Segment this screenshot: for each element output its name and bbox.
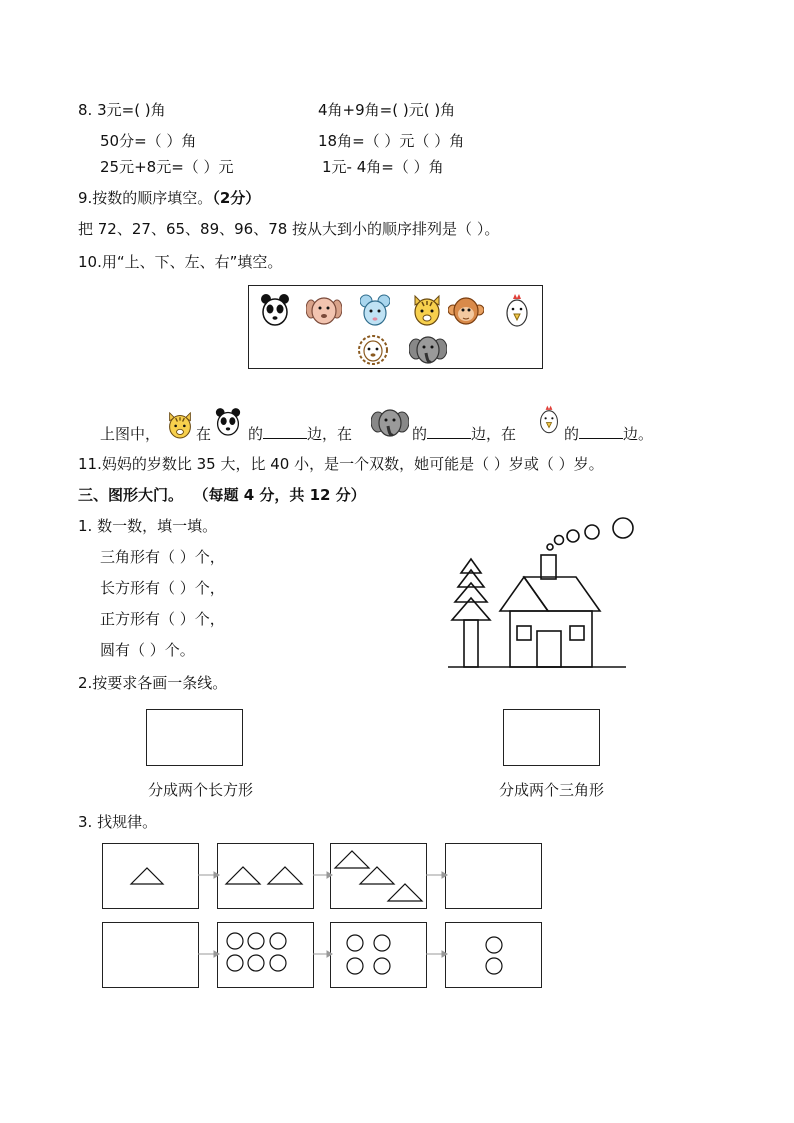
rectangle-right[interactable] <box>503 709 600 766</box>
s3-q1-line-circle: 圆有（ ）个。 <box>100 641 195 659</box>
animal-figure-box <box>248 285 543 369</box>
q10-de1: 的 <box>248 425 264 443</box>
q2-right-caption: 分成两个三角形 <box>499 781 605 799</box>
q8-row2-right: 18角=（ ）元（ ）角 <box>318 132 465 150</box>
q10-de2-line <box>412 425 516 443</box>
panda-icon <box>260 293 290 327</box>
section3-title: 三、图形大门。 <box>78 486 184 504</box>
panda-icon <box>215 407 241 437</box>
q2-left-caption: 分成两个长方形 <box>148 781 254 799</box>
q8-row1-left: 8. 3元=( )角 <box>78 101 166 119</box>
q8-row3-left: 25元+8元=（ ）元 <box>100 158 234 176</box>
q10-de3: 的 <box>564 425 580 443</box>
s3-q1-title: 1. 数一数，填一填。 <box>78 517 218 535</box>
tiger-icon <box>412 293 442 327</box>
elephant-icon <box>371 408 409 440</box>
q10-title: 10.用“上、下、左、右”填空。 <box>78 253 283 271</box>
pattern-shapes <box>90 835 560 995</box>
q9-text: 把 72、27、65、89、96、78 按从大到小的顺序排列是（ ）。 <box>78 220 500 238</box>
q10-prefix: 上图中， <box>100 425 161 443</box>
q8-row1-right: 4角+9角=( )元( )角 <box>318 101 456 119</box>
q10-bian1: 边，在 <box>307 425 353 443</box>
q9-points: （2分） <box>212 189 261 207</box>
tiger-icon <box>167 410 193 440</box>
q8-row3-right: 1元- 4角=（ ）角 <box>322 158 444 176</box>
q9-title <box>78 189 260 207</box>
q10-zai1: 在 <box>196 425 212 443</box>
q10-de3-line <box>564 425 653 443</box>
chicken-icon <box>504 293 530 329</box>
section3-heading <box>78 486 366 504</box>
s3-q2-title: 2.按要求各画一条线。 <box>78 674 228 692</box>
mouse-icon <box>360 293 390 327</box>
section3-points: （每题 4 分，共 12 分） <box>193 486 366 504</box>
s3-q1-line-square: 正方形有（ ）个， <box>100 610 225 628</box>
q10-de1-line <box>248 425 352 443</box>
elephant-icon <box>409 335 447 367</box>
q9-title-text: 9.按数的顺序填空。 <box>78 189 213 207</box>
chicken-icon <box>538 404 560 436</box>
q10-bian2: 边，在 <box>471 425 517 443</box>
house-figure <box>440 510 640 675</box>
lion-icon <box>358 333 388 367</box>
answer-blank[interactable] <box>263 426 307 439</box>
s3-q1-line-rectangle: 长方形有（ ）个， <box>100 579 225 597</box>
q10-bian3: 边。 <box>623 425 654 443</box>
q11-text: 11.妈妈的岁数比 35 大，比 40 小，是一个双数，她可能是（ ）岁或（ ）岁。 <box>78 455 604 473</box>
answer-blank[interactable] <box>579 426 623 439</box>
answer-blank[interactable] <box>427 426 471 439</box>
s3-q1-line-triangle: 三角形有（ ）个， <box>100 548 225 566</box>
dog-icon <box>306 296 342 326</box>
q10-sentence <box>100 425 160 443</box>
rectangle-left[interactable] <box>146 709 243 766</box>
s3-q3-title: 3. 找规律。 <box>78 813 158 831</box>
monkey-icon <box>448 296 484 326</box>
q8-row2-left: 50分=（ ）角 <box>100 132 197 150</box>
q10-de2: 的 <box>412 425 428 443</box>
